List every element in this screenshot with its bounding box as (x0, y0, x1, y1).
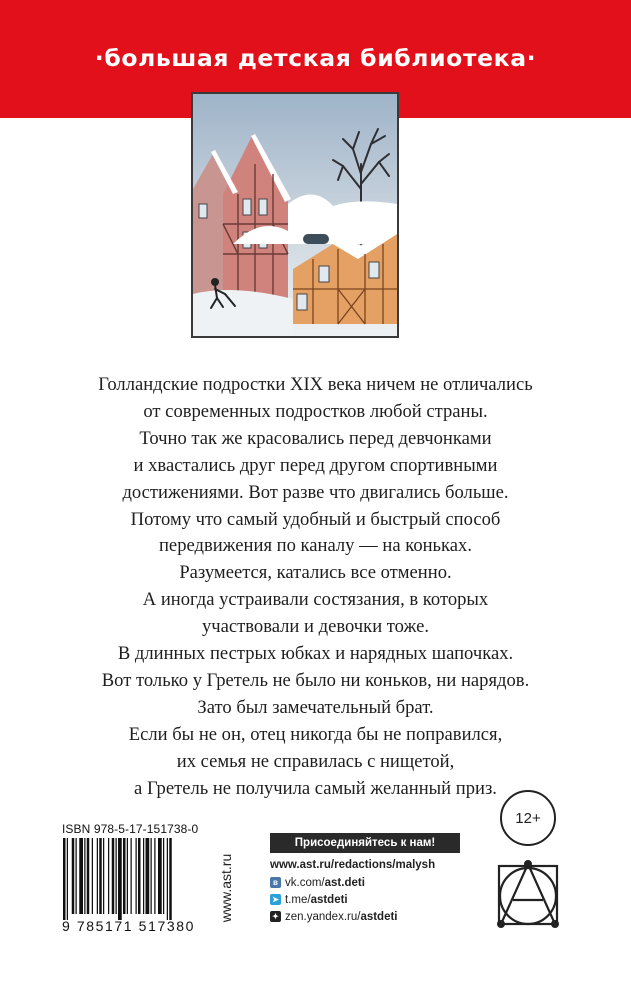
vk-prefix: vk.com/ (285, 876, 325, 889)
text-line: Зато был замечательный брат. (197, 696, 434, 718)
text-line: Потому что самый удобный и быстрый способ (130, 508, 501, 530)
annotation-text (40, 372, 591, 803)
publisher-site[interactable]: www.ast.ru (218, 853, 234, 923)
text-line: от современных подростков любой страны. (143, 400, 488, 422)
text-line: Вот только у Гретель не было ни коньков, ни нарядов. (101, 669, 530, 691)
text-line: В длинных пестрых юбках и нарядных шапочках. (117, 643, 514, 665)
text-line: Точно так же красовались перед девчонками (139, 427, 492, 449)
zen-icon: ✦ (270, 911, 281, 922)
vk-icon: в (270, 877, 281, 888)
winter-houses-illustration (193, 94, 397, 336)
main-url-link[interactable]: www.ast.ru/redactions/malysh (270, 859, 436, 871)
text-line: достижениями. Вот разве что двигались больше. (122, 481, 509, 503)
social-links (270, 856, 435, 925)
isbn-label: ISBN 978-5-17-151738-0 (62, 822, 199, 836)
join-us-banner: Присоединяйтесь к нам! (270, 833, 460, 853)
text-line: и хвастались друг перед другом спортивными (133, 454, 498, 476)
text-line: а Гретель не получила самый желанный приз. (134, 777, 497, 799)
barcode-digits: 9 785171 517380 (62, 918, 195, 934)
cover-illustration (191, 92, 399, 338)
text-line: передвижения по каналу — на коньках. (158, 535, 472, 557)
text-line: их семья не справилась с нищетой, (176, 750, 455, 772)
text-line: участвовали и девочки тоже. (201, 616, 430, 638)
telegram-link[interactable] (270, 891, 435, 908)
zen-handle: astdeti (360, 910, 398, 923)
text-line: Если бы не он, отец никогда бы не поправился, (128, 723, 503, 745)
zen-prefix: zen.yandex.ru/ (285, 910, 361, 923)
age-rating-badge: 12+ (500, 790, 556, 846)
zen-link[interactable] (270, 908, 435, 925)
telegram-prefix: t.me/ (285, 893, 311, 906)
telegram-handle: astdeti (310, 893, 348, 906)
publisher-logo-icon (493, 858, 563, 930)
vk-link[interactable] (270, 874, 435, 891)
series-title: ·большая детская библиотека· (94, 43, 537, 72)
text-line: Разумеется, катались все отменно. (179, 562, 452, 584)
vk-handle: ast.deti (324, 876, 365, 889)
text-line: Голландские подростки XIX века ничем не отличались (98, 374, 533, 395)
text-line: А иногда устраивали состязания, в которых (142, 589, 489, 611)
telegram-icon: ➤ (270, 894, 281, 905)
